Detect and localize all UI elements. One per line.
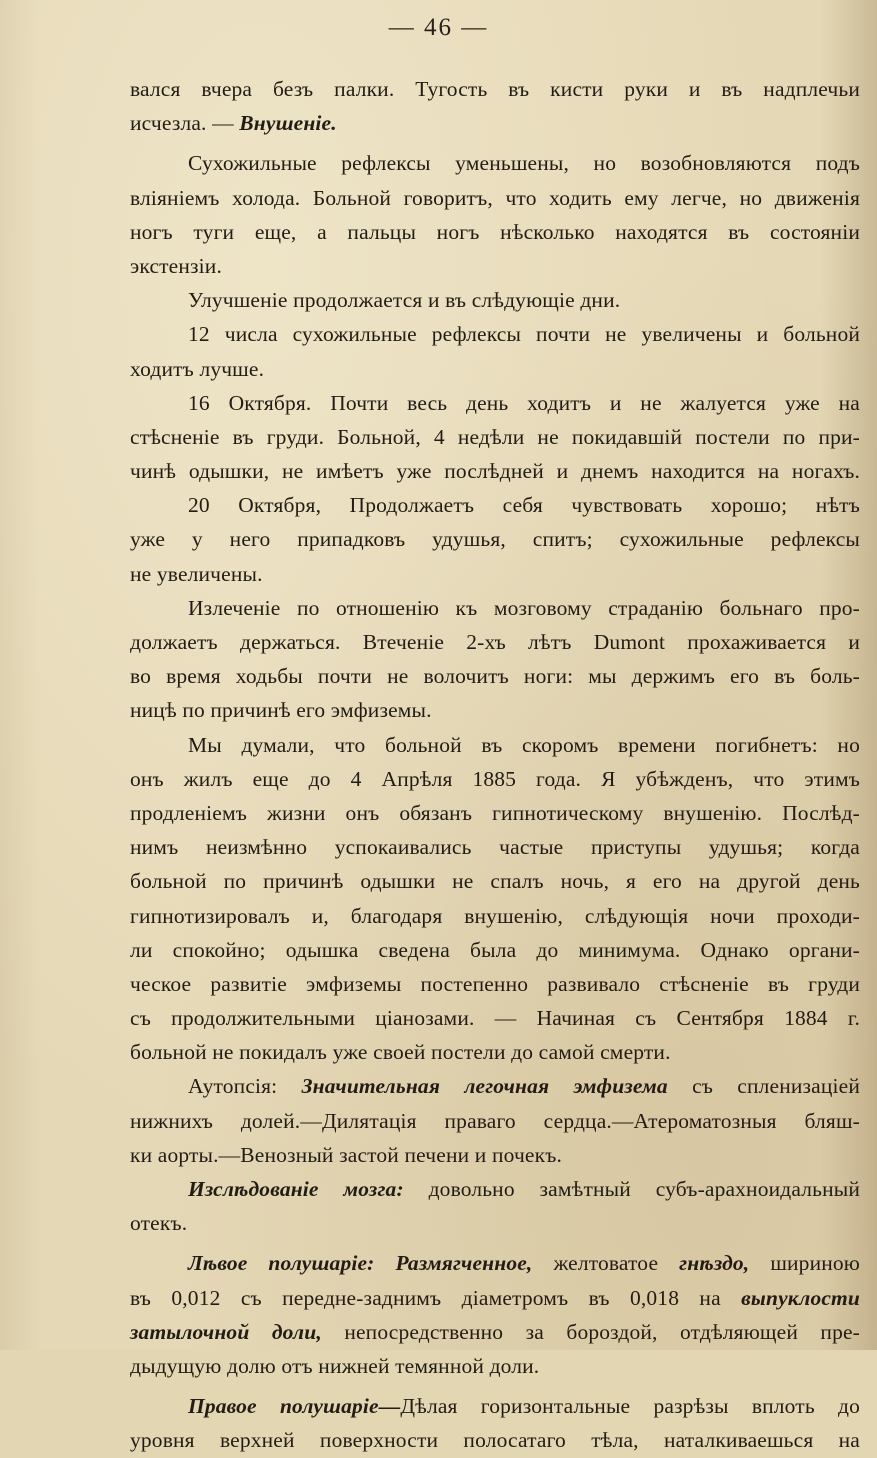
text-span: непосредственно за бороздой, отдѣляющей пре- xyxy=(344,1319,860,1344)
text-line: стѣсненіе въ груди. Больной, 4 недѣли не покидавшій постели по при- xyxy=(130,424,860,449)
text-span: довольно замѣтный субъ-арахноидальный xyxy=(428,1177,860,1201)
page-number: — 46 — xyxy=(388,14,489,41)
text-line: Излеченіе по отношенію къ мозговому страданію больнаго про- xyxy=(188,595,860,620)
text-span: въ 0,012 съ передне-заднимъ діаметромъ въ 0,018 на xyxy=(130,1285,721,1310)
text-line xyxy=(130,1315,860,1349)
emphasis-text: выпуклости xyxy=(741,1285,861,1310)
text-line: ногъ туги еще, а пальцы ногъ нѣсколько находятся въ состояніи xyxy=(130,219,860,244)
text-span: съ спленизаціей xyxy=(692,1074,861,1099)
text-line: ли спокойно; одышка сведена была до минимума. Однако органи- xyxy=(130,937,860,962)
text-span: Дѣлая горизонтальные разрѣзы вплоть до xyxy=(400,1394,861,1419)
text-line: онъ жилъ еще до 4 Апрѣля 1885 года. Я убѣжденъ, что этимъ xyxy=(130,766,860,791)
text-line: больной не покидалъ уже своей постели до самой смерти. xyxy=(130,1040,671,1065)
text-line xyxy=(130,1172,860,1206)
emphasis-text: гнѣздо, xyxy=(679,1251,750,1276)
text-span: желтоватое xyxy=(553,1251,659,1276)
text-line xyxy=(130,1246,860,1280)
text-line: ницѣ по причинѣ его эмфиземы. xyxy=(130,698,432,723)
text-line xyxy=(130,1069,860,1103)
emphasis-text: Значительная легочная эмфизема xyxy=(301,1074,668,1099)
text-line: 16 Октября. Почти весь день ходитъ и не жалуется уже на xyxy=(188,390,860,415)
text-line: нижнихъ долей.—Дилятація праваго сердца.—Атероматозныя бляш- xyxy=(130,1108,860,1133)
text-span: Аутопсія: xyxy=(188,1074,278,1099)
text-span: исчезла. — xyxy=(130,111,234,136)
text-line: чинѣ одышки, не имѣетъ уже послѣдней и днемъ находится на ногахъ. xyxy=(130,459,860,484)
text-span: шириною xyxy=(770,1251,860,1276)
text-line: ходитъ лучше. xyxy=(130,356,265,381)
text-line: должаетъ держаться. Втеченіе 2-хъ лѣтъ Dumont прохаживается и xyxy=(130,630,860,654)
text-line: дыдущую долю отъ нижней темянной доли. xyxy=(130,1353,540,1378)
text-line: Мы думали, что больной въ скоромъ времени погибнетъ: но xyxy=(188,732,860,757)
emphasis-text: Изслѣдованіе мозга: xyxy=(188,1177,404,1201)
text-line xyxy=(130,106,860,140)
text-line: продленіемъ жизни онъ обязанъ гипнотическому внушенію. Послѣд- xyxy=(130,800,860,825)
emphasis-text: затылочной доли, xyxy=(130,1319,322,1344)
text-line: ческое развитіе эмфиземы постепенно развивало стѣсненіе въ груди xyxy=(130,971,860,996)
text-line: отекъ. xyxy=(130,1211,188,1236)
text-line: больной по причинѣ одышки не спалъ ночь, я его на другой день xyxy=(130,869,860,894)
text-line: съ продолжительными ціанозами. — Начиная съ Сентября 1884 г. xyxy=(130,1006,860,1031)
text-line: нимъ неизмѣнно успокаивались частые приступы удушья; когда xyxy=(130,835,860,860)
emphasis-text: Размягченное, xyxy=(395,1251,533,1276)
emphasis-text: Внушеніе. xyxy=(239,111,337,136)
text-line: вліяніемъ холода. Больной говоритъ, что ходить ему легче, но движенія xyxy=(130,185,860,210)
text-line xyxy=(130,1389,860,1423)
text-line: Сухожильные рефлексы уменьшены, но возобновляются подъ xyxy=(188,151,860,176)
emphasis-text: Правое полушаріе— xyxy=(188,1394,401,1419)
text-line: гипнотизировалъ и, благодаря внушенію, слѣдующія ночи проходи- xyxy=(130,903,860,928)
text-line: 20 Октября, Продолжаетъ себя чувствовать хорошо; нѣтъ xyxy=(188,493,860,518)
text-line: 12 числа сухожильные рефлексы почти не увеличены и больной xyxy=(188,322,860,347)
text-line: во время ходьбы почти не волочитъ ноги: мы держимъ его въ боль- xyxy=(130,664,860,689)
text-line: не увеличены. xyxy=(130,561,263,586)
emphasis-text: Лѣвое полушаріе: xyxy=(188,1251,375,1276)
body-text xyxy=(130,72,860,1458)
text-line: экстензіи. xyxy=(130,253,222,278)
text-line xyxy=(130,1281,860,1315)
text-line: вался вчера безъ палки. Тугость въ кисти руки и въ надплечьи xyxy=(130,77,860,101)
text-line: уже у него припадковъ удушья, спитъ; сухожильные рефлексы xyxy=(130,527,860,552)
text-line: Улучшеніе продолжается и въ слѣдующіе дни. xyxy=(188,288,621,313)
text-line: ки аорты.—Венозный застой печени и почекъ. xyxy=(130,1142,563,1167)
text-line: уровня верхней поверхности полосатаго тѣла, наталкиваешься на xyxy=(130,1428,860,1453)
